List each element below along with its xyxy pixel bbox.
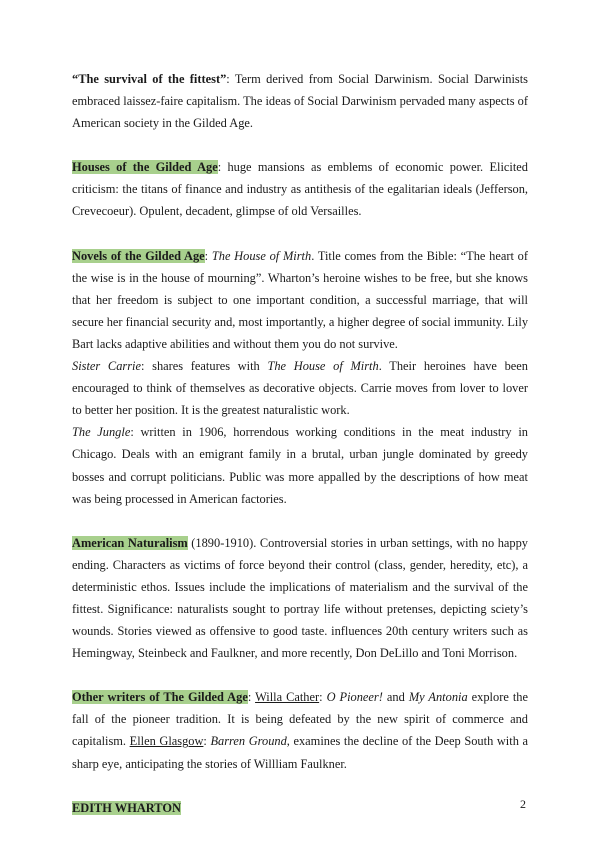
paragraph-other-writers: Other writers of The Gilded Age: Willa Cather: O Pioneer! and My Antonia explore the fall of the pioneer tradition. It is being defeated by the new spirit of commerce and capitalism. Ellen Glasgow: Barren Ground, examines the decline of the Deep South with a sharp eye, anticipating the stories of Willliam Faulkner. bbox=[72, 690, 528, 771]
paragraph-houses bbox=[72, 156, 528, 222]
title-barren-ground: Barren Ground bbox=[210, 734, 287, 749]
title-house-of-mirth: The House of Mirth bbox=[211, 248, 312, 263]
title-my-antonia: My Antonia bbox=[408, 690, 468, 705]
title-the-jungle: The Jungle bbox=[72, 425, 131, 440]
title-house-of-mirth-ref: The House of Mirth bbox=[267, 359, 379, 374]
author-willa-cather: Willa Cather bbox=[255, 690, 320, 705]
heading-edith-wharton: EDITH WHARTON bbox=[72, 800, 181, 815]
the-jungle-text: : written in 1906, horrendous working conditions in the meat industry in Chicago. Deals with an emigrant family in a brutal, urban jungle dominated by greedy bosses and corrupt politicians. Public was more appalled by the descriptions of how meat was being processed in American factories. bbox=[72, 425, 528, 506]
heading-naturalism: American Naturalism bbox=[72, 535, 188, 550]
paragraph-novels: Novels of the Gilded Age: The House of Mirth. Title comes from the Bible: “The heart of the wise is in the house of mourning”. Wharton’s heroine wishes to be free, but she knows that her freedom is subject to one important condition, a successful marriage, that will secure her financial security and, most importantly, a higher degree of social immunity. Lily Bart lacks adaptive abilities and without them you do not survive. bbox=[72, 248, 529, 351]
page-number: 2 bbox=[520, 797, 526, 811]
house-of-mirth-text: . Title comes from the Bible: “The heart of the wise is in the house of mourning”. Wharton’s heroine wishes to be free, but she knows that her freedom is subject to one important condition, a successful marriage, that will secure her financial security and, most importantly, a higher degree of social immunity. Lily Bart lacks adaptive abilities and without them you do not survive. bbox=[72, 248, 529, 351]
heading-houses: Houses of the Gilded Age bbox=[72, 160, 218, 175]
document-page bbox=[72, 68, 528, 819]
paragraph-sister-carrie: Sister Carrie: shares features with The House of Mirth. Their heroines have been encouraged to think of themselves as decorative objects. Carrie moves from lover to lover to better her position. It is the greatest naturalistic work. bbox=[72, 359, 528, 418]
term-survival-of-the-fittest: “The survival of the fittest” bbox=[72, 72, 227, 86]
author-ellen-glasgow: Ellen Glasgow bbox=[129, 734, 204, 749]
houses-text: : huge mansions as emblems of economic power. Elicited criticism: the titans of finance and industry as antithesis of the egalitarian ideals (Jefferson, Crevecoeur). Opulent, decadent, glimpse of old Versailles. bbox=[72, 160, 528, 219]
paragraph-survival-of-the-fittest bbox=[72, 68, 528, 134]
paragraph-edith-wharton bbox=[72, 797, 528, 819]
title-sister-carrie: Sister Carrie bbox=[72, 359, 141, 374]
sister-carrie-text: . Their heroines have been encouraged to think of themselves as decorative objects. Carrie moves from lover to lover to better her position. It is the greatest naturalistic work. bbox=[72, 359, 528, 418]
heading-other-writers: Other writers of The Gilded Age bbox=[72, 690, 248, 705]
paragraph-naturalism bbox=[72, 532, 528, 665]
survival-text: : Term derived from Social Darwinism. Social Darwinists embraced laissez-faire capitalism. The ideas of Social Darwinism pervaded many aspects of American society in the Gilded Age. bbox=[72, 72, 528, 131]
title-o-pioneer: O Pioneer! bbox=[326, 690, 383, 705]
heading-novels: Novels of the Gilded Age bbox=[72, 248, 205, 263]
paragraph-the-jungle bbox=[72, 421, 528, 509]
naturalism-text: (1890-1910). Controversial stories in urban settings, with no happy ending. Characters as victims of force beyond their control (class, gender, heredity, etc), a deterministic ethos. Issues include the implications of materialism and the survival of the fittest. Significance: naturalists sought to portray life without pretenses, depicting sciety’s wounds. Stories viewed as offensive to good taste. influences 20th century writers such as Hemingway, Steinbeck and Faulkner, and more recently, Don DeLillo and Toni Morrison. bbox=[72, 535, 528, 661]
